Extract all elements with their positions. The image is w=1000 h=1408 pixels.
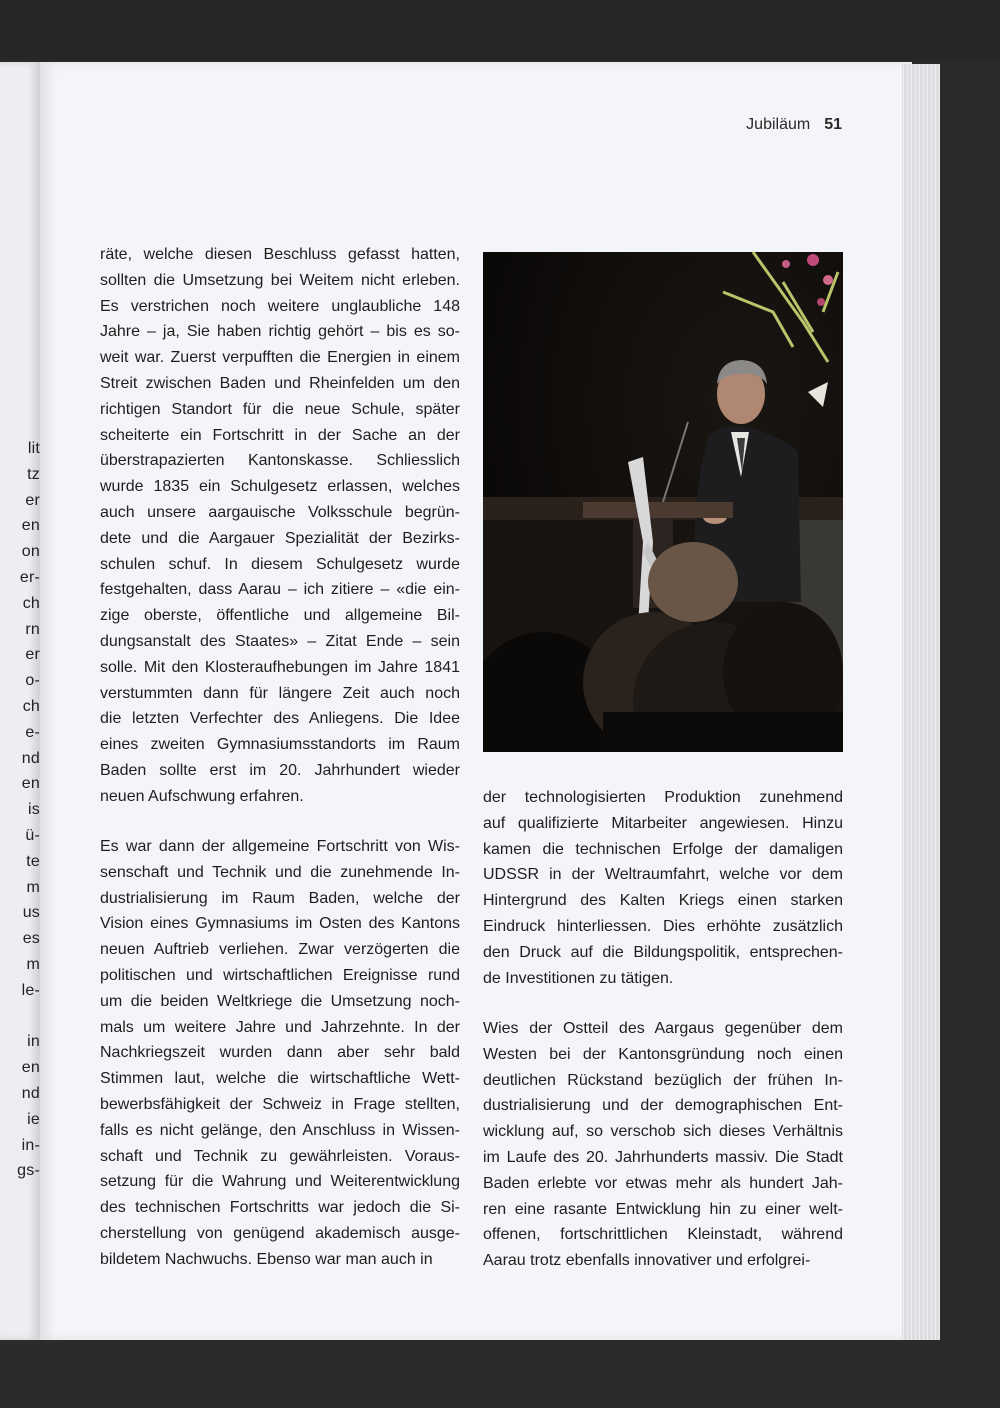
text-line: schulen schuf. In diesem Schulgesetz wurde <box>100 555 460 573</box>
facing-page-fragment: le- <box>21 981 40 999</box>
text-line: richtigen Standort für die neue Schule, später <box>100 400 460 418</box>
facing-page-fragment: in <box>27 1033 40 1051</box>
facing-page-fragment: nd <box>21 1085 40 1102</box>
text-line: Es war dann der allgemeine Fortschritt von Wis- <box>100 838 460 855</box>
scan-background-bottom <box>0 1340 1000 1408</box>
page-edges <box>902 64 940 1340</box>
facing-page-fragment: on <box>21 543 40 561</box>
page-number: 51 <box>824 116 842 133</box>
text-line: deutlichen Rückstand bezüglich der frühen In- <box>483 1071 843 1089</box>
text-line: auf qualifizierte Mitarbeiter angewiesen. Hinzu <box>483 814 843 832</box>
text-line: schaft und Technik zu gewährleisten. Voraus- <box>100 1147 460 1165</box>
facing-page-fragment: er <box>25 646 40 664</box>
facing-page-fragment: rn <box>25 620 40 638</box>
text-line: weit war. Zuerst verpufften die Energien in einem <box>100 349 460 367</box>
facing-page-fragment: en <box>21 1059 40 1077</box>
text-line: Stimmen laut, welche die wirtschaftliche Wett- <box>100 1070 460 1088</box>
text-line: neuen Auftrieb verliehen. Zwar verzögerten die <box>100 941 460 959</box>
text-line: dustrialisierung und der demographischen Ent- <box>483 1097 843 1115</box>
text-line: festgehalten, dass Aarau – ich zitiere – «die ein- <box>100 581 460 599</box>
speaker-photo <box>483 252 843 752</box>
text-line: Jahre – ja, Sie haben richtig gehört – bis es so- <box>100 323 460 341</box>
facing-page-fragment: us <box>22 904 40 922</box>
text-line: ren eine rasante Entwicklung hin zu einer welt- <box>483 1200 843 1218</box>
text-line: die letzten Verfechter des Anliegens. Die Idee <box>100 710 460 728</box>
photo-illustration <box>483 252 843 752</box>
text-line: den Druck auf die Bildungspolitik, entsprechen- <box>483 943 843 961</box>
text-line: überstrapazierten Kantonskasse. Schliesslich <box>100 452 460 470</box>
text-line: neuen Aufschwung erfahren. <box>100 787 304 805</box>
text-line: Eindruck hinterliessen. Dies erhöhte zusätzlich <box>483 918 843 935</box>
header-title: Jubiläum <box>746 116 811 133</box>
text-line: räte, welche diesen Beschluss gefasst hatten, <box>100 246 460 263</box>
text-line: eines zweiten Gymnasiumsstandorts im Raum <box>100 736 460 754</box>
text-line: Streit zwischen Baden und Rheinfelden um den <box>100 375 460 392</box>
facing-page <box>0 62 40 1340</box>
text-line: offenen, fortschrittlichen Kleinstadt, während <box>483 1226 843 1244</box>
facing-page-fragment: ch <box>22 698 40 715</box>
facing-page-fragment: in- <box>21 1136 40 1154</box>
facing-page-fragment: gs- <box>17 1162 40 1180</box>
text-line: UDSSR in der Weltraumfahrt, welche vor dem <box>483 866 843 884</box>
text-line: Aarau trotz ebenfalls innovativer und erfolgrei- <box>483 1252 811 1270</box>
text-line: des technischen Fortschritts war jedoch die Si- <box>100 1199 460 1217</box>
text-line: wurde 1835 ein Schulgesetz erlassen, welches <box>100 478 460 496</box>
text-line: im Laufe des 20. Jahrhunderts massiv. Die Stadt <box>483 1149 843 1166</box>
text-line: Wies der Ostteil des Aargaus gegenüber dem <box>483 1020 843 1037</box>
text-line: bewerbsfähigkeit der Schweiz in Frage stellten, <box>100 1096 460 1113</box>
facing-page-fragment: tz <box>27 465 40 483</box>
facing-page-fragment: nd <box>21 749 40 767</box>
text-line: verstummten dann für längere Zeit auch noch <box>100 684 460 702</box>
facing-page-fragment: ü- <box>25 827 40 844</box>
text-line: scheiterte ein Fortschritt in der Sache an der <box>100 426 460 444</box>
facing-page-fragment: e- <box>25 723 40 741</box>
text-line: dete und die Aargauer Spezialität der Bezirks- <box>100 529 460 547</box>
facing-page-fragment: is <box>28 801 40 819</box>
text-line: Es verstrichen noch weitere unglaubliche 148 <box>100 297 460 315</box>
running-header <box>746 116 842 134</box>
text-line: dungsanstalt des Staates» – Zitat Ende – sein <box>100 633 460 650</box>
text-line: Hintergrund des Kalten Kriegs einen starken <box>483 892 843 910</box>
text-line: politischen und wirtschaftlichen Ereignisse rund <box>100 967 460 984</box>
text-line: falls es nicht gelänge, den Anschluss in Wissen- <box>100 1121 460 1139</box>
text-line: wicklung auf, so verschob sich dieses Verhältnis <box>483 1123 843 1141</box>
text-line: Westen bei der Kantonsgründung noch einen <box>483 1045 843 1063</box>
text-line: auch unsere aargauische Volksschule begrün- <box>100 504 460 521</box>
text-line: Baden sollte erst im 20. Jahrhundert wieder <box>100 762 460 779</box>
facing-page-fragment: es <box>22 930 40 948</box>
text-line: senschaft und Technik und die zunehmende In- <box>100 863 460 881</box>
text-line: Vision eines Gymnasiums im Osten des Kantons <box>100 915 460 933</box>
text-line: Nachkriegszeit wurden dann aber sehr bald <box>100 1044 460 1062</box>
text-line: kamen die technischen Erfolge der damaligen <box>483 840 843 858</box>
facing-page-fragment: en <box>21 775 40 793</box>
facing-page-fragment: ch <box>22 594 40 612</box>
text-line: bildetem Nachwuchs. Ebenso war man auch in <box>100 1250 433 1268</box>
text-line: um die beiden Weltkriege die Umsetzung noch- <box>100 992 460 1010</box>
text-line: zige oberste, öffentliche und allgemeine Bil- <box>100 607 460 625</box>
facing-page-fragment: er <box>25 491 40 509</box>
facing-page-fragment: er- <box>19 569 40 586</box>
text-line: Baden erlebte vor etwas mehr als hundert Jah- <box>483 1174 843 1192</box>
text-line: de Investitionen zu tätigen. <box>483 969 674 987</box>
text-line: mals um weitere Jahre und Jahrzehnte. In der <box>100 1018 460 1036</box>
facing-page-fragment: te <box>26 852 40 870</box>
text-line: der technologisierten Produktion zunehmend <box>483 789 843 806</box>
facing-page-fragment: ie <box>27 1110 40 1128</box>
text-line: setzung für die Wahrung und Weiterentwicklung <box>100 1173 460 1191</box>
text-line: solle. Mit den Klosteraufhebungen im Jahre 1841 <box>100 658 460 676</box>
facing-page-fragment: en <box>21 517 40 535</box>
facing-page-fragment: m <box>26 878 40 896</box>
text-line: dustrialisierung im Raum Baden, welche der <box>100 889 460 907</box>
facing-page-fragment: lit <box>27 440 40 457</box>
text-line: sollten die Umsetzung bei Weitem nicht erleben. <box>100 271 460 289</box>
facing-page-fragment: m <box>26 956 40 973</box>
scan-background <box>0 0 1000 60</box>
text-line: cherstellung von genügend akademisch ausge- <box>100 1225 460 1242</box>
facing-page-fragment: o- <box>25 672 40 690</box>
